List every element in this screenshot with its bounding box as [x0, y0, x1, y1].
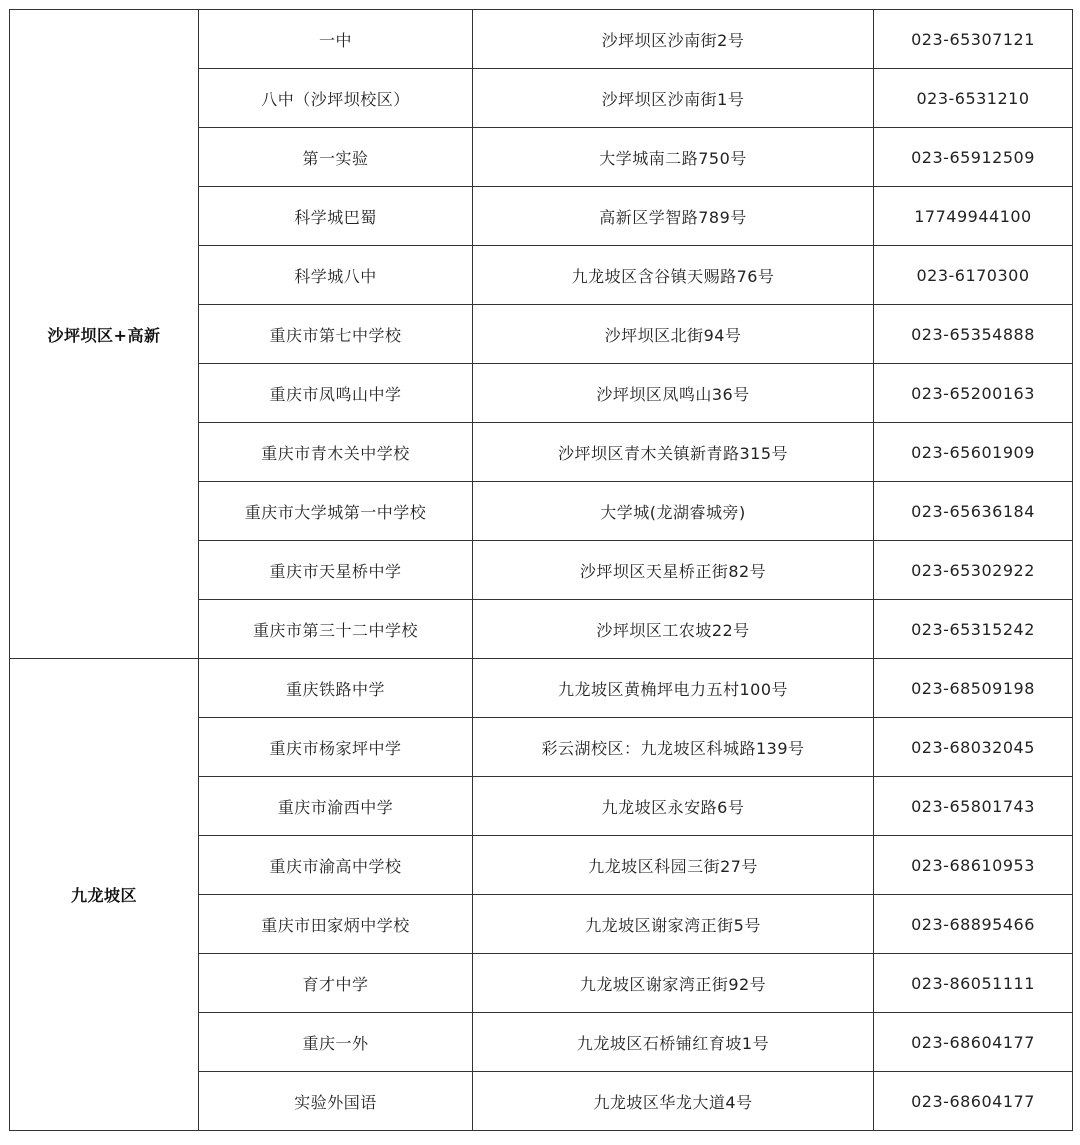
school-name-cell: 一中 [199, 10, 473, 69]
district-name-cell: 九龙坡区 [10, 659, 199, 1131]
school-name-cell: 重庆市第七中学校 [199, 305, 473, 364]
school-address-cell: 彩云湖校区：九龙坡区科城路139号 [473, 718, 874, 777]
school-phone-cell: 023-68895466 [874, 895, 1073, 954]
school-phone-cell: 023-65912509 [874, 128, 1073, 187]
table-body [10, 10, 1073, 1131]
school-name-cell: 重庆市渝西中学 [199, 777, 473, 836]
school-name-cell: 重庆市第三十二中学校 [199, 600, 473, 659]
school-contact-table [9, 9, 1073, 1131]
school-address-cell: 沙坪坝区北街94号 [473, 305, 874, 364]
school-phone-cell: 023-86051111 [874, 954, 1073, 1013]
school-address-cell: 九龙坡区谢家湾正街92号 [473, 954, 874, 1013]
school-name-cell: 重庆市天星桥中学 [199, 541, 473, 600]
school-address-cell: 沙坪坝区工农坡22号 [473, 600, 874, 659]
school-phone-cell: 023-6170300 [874, 246, 1073, 305]
school-phone-cell: 023-68509198 [874, 659, 1073, 718]
school-name-cell: 重庆铁路中学 [199, 659, 473, 718]
school-phone-cell: 023-65601909 [874, 423, 1073, 482]
school-phone-cell: 023-68604177 [874, 1072, 1073, 1131]
school-name-cell: 重庆市渝高中学校 [199, 836, 473, 895]
school-address-cell: 九龙坡区谢家湾正街5号 [473, 895, 874, 954]
school-address-cell: 九龙坡区科园三街27号 [473, 836, 874, 895]
school-address-cell: 沙坪坝区沙南街2号 [473, 10, 874, 69]
school-phone-cell: 17749944100 [874, 187, 1073, 246]
school-phone-cell: 023-65636184 [874, 482, 1073, 541]
school-name-cell: 八中（沙坪坝校区） [199, 69, 473, 128]
school-address-cell: 九龙坡区永安路6号 [473, 777, 874, 836]
school-name-cell: 重庆市大学城第一中学校 [199, 482, 473, 541]
school-phone-cell: 023-65315242 [874, 600, 1073, 659]
table-row [10, 659, 1073, 718]
school-address-cell: 九龙坡区含谷镇天赐路76号 [473, 246, 874, 305]
school-phone-cell: 023-65354888 [874, 305, 1073, 364]
school-phone-cell: 023-68604177 [874, 1013, 1073, 1072]
school-address-cell: 大学城(龙湖睿城旁) [473, 482, 874, 541]
school-address-cell: 沙坪坝区沙南街1号 [473, 69, 874, 128]
table-row [10, 10, 1073, 69]
school-address-cell: 九龙坡区华龙大道4号 [473, 1072, 874, 1131]
school-address-cell: 大学城南二路750号 [473, 128, 874, 187]
school-name-cell: 重庆市青木关中学校 [199, 423, 473, 482]
school-phone-cell: 023-68610953 [874, 836, 1073, 895]
school-address-cell: 九龙坡区石桥铺红育坡1号 [473, 1013, 874, 1072]
school-name-cell: 科学城八中 [199, 246, 473, 305]
school-phone-cell: 023-65200163 [874, 364, 1073, 423]
school-name-cell: 重庆市杨家坪中学 [199, 718, 473, 777]
school-phone-cell: 023-68032045 [874, 718, 1073, 777]
school-phone-cell: 023-6531210 [874, 69, 1073, 128]
school-address-cell: 沙坪坝区天星桥正街82号 [473, 541, 874, 600]
school-name-cell: 科学城巴蜀 [199, 187, 473, 246]
school-name-cell: 重庆市凤鸣山中学 [199, 364, 473, 423]
school-name-cell: 重庆市田家炳中学校 [199, 895, 473, 954]
school-name-cell: 育才中学 [199, 954, 473, 1013]
school-phone-cell: 023-65801743 [874, 777, 1073, 836]
school-name-cell: 重庆一外 [199, 1013, 473, 1072]
school-name-cell: 实验外国语 [199, 1072, 473, 1131]
school-address-cell: 沙坪坝区青木关镇新青路315号 [473, 423, 874, 482]
school-address-cell: 九龙坡区黄桷坪电力五村100号 [473, 659, 874, 718]
district-name-cell: 沙坪坝区+高新 [10, 10, 199, 659]
school-address-cell: 高新区学智路789号 [473, 187, 874, 246]
school-phone-cell: 023-65302922 [874, 541, 1073, 600]
school-name-cell: 第一实验 [199, 128, 473, 187]
school-phone-cell: 023-65307121 [874, 10, 1073, 69]
school-address-cell: 沙坪坝区凤鸣山36号 [473, 364, 874, 423]
